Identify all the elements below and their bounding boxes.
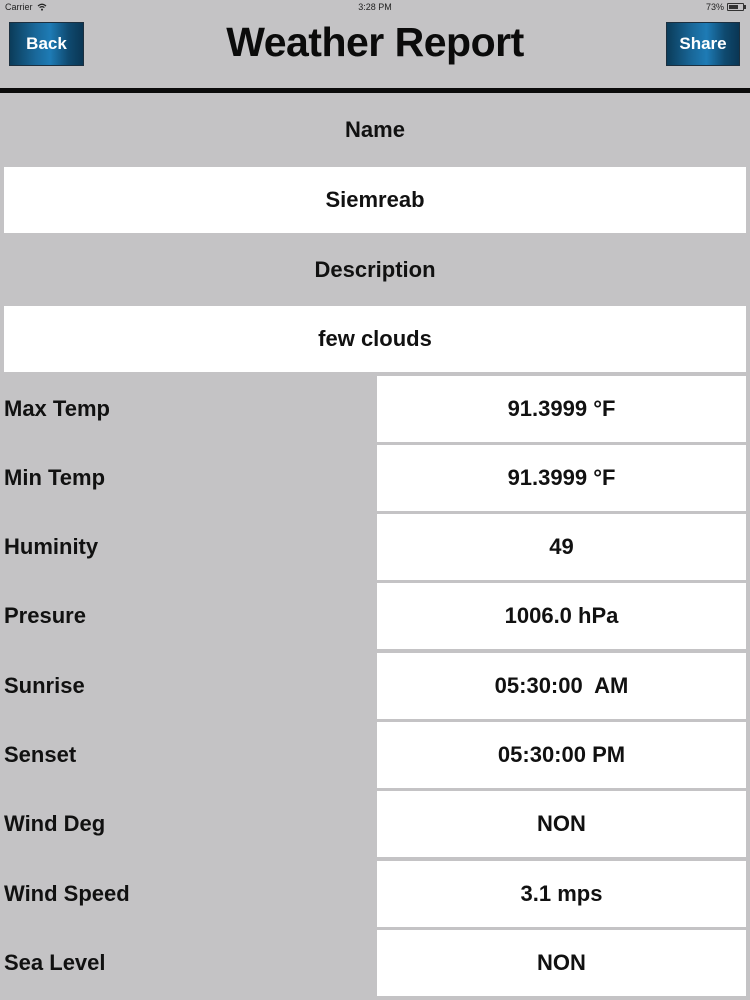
detail-value: 05:30:00 AM: [377, 653, 746, 719]
detail-value: NON: [377, 930, 746, 996]
battery-percent: 73%: [705, 2, 724, 12]
detail-row-sea-level: [0, 930, 750, 996]
detail-row-min-temp: [0, 445, 750, 511]
detail-label: Presure: [4, 603, 86, 628]
detail-row-sunrise: [0, 653, 750, 719]
detail-label: Wind Deg: [4, 811, 106, 836]
carrier-label: Carrier: [5, 2, 33, 12]
city-name-value: Siemreab: [4, 167, 746, 233]
detail-value: 49: [377, 514, 746, 580]
name-header: Name: [345, 117, 405, 142]
description-value: few clouds: [4, 306, 746, 372]
detail-row-wind-speed: [0, 861, 750, 927]
detail-label: Wind Speed: [4, 881, 130, 906]
detail-row-pressure: [0, 583, 750, 649]
detail-label: Senset: [4, 742, 77, 767]
battery-level: [729, 5, 738, 9]
battery-icon: [727, 3, 744, 11]
detail-row-max-temp: [0, 376, 750, 442]
battery-tip: [744, 5, 746, 9]
page-title: Weather Report: [226, 19, 524, 65]
detail-value: 3.1 mps: [377, 861, 746, 927]
navigation-bar: [0, 14, 750, 88]
back-button[interactable]: Back: [9, 22, 84, 66]
detail-label: Huminity: [4, 534, 99, 559]
detail-value: 91.3999 °F: [377, 376, 746, 442]
description-header: Description: [314, 257, 436, 282]
detail-value: 05:30:00 PM: [377, 722, 746, 788]
status-time: 3:28 PM: [358, 2, 392, 12]
detail-label: Sea Level: [4, 950, 106, 975]
detail-label: Min Temp: [4, 465, 106, 490]
detail-value: 1006.0 hPa: [377, 583, 746, 649]
status-battery: [706, 2, 744, 12]
status-bar: [0, 0, 750, 14]
detail-row-sunset: [0, 722, 750, 788]
detail-row-humidity: [0, 514, 750, 580]
detail-value: 91.3999 °F: [377, 445, 746, 511]
detail-label: Max Temp: [4, 396, 110, 421]
share-button[interactable]: Share: [666, 22, 740, 66]
detail-value: NON: [377, 791, 746, 857]
detail-label: Sunrise: [4, 673, 85, 698]
detail-row-wind-deg: [0, 791, 750, 857]
